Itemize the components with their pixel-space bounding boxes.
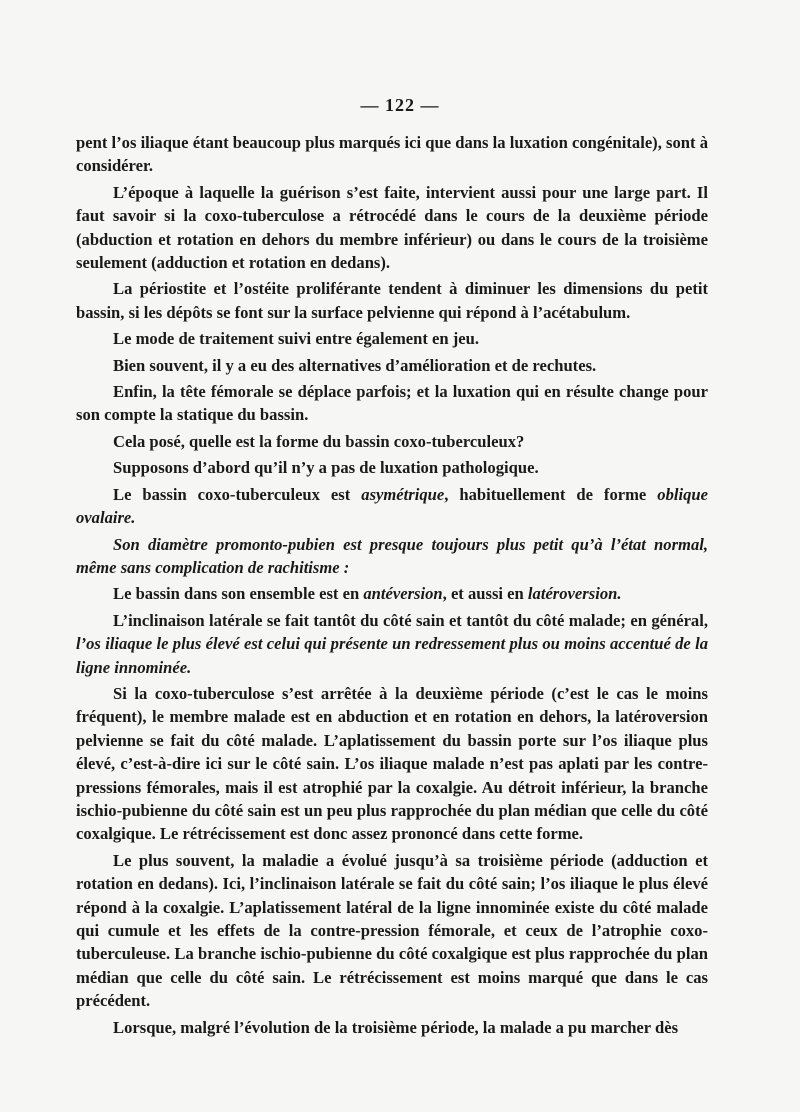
paragraph-text: Le mode de traitement suivi entre également en jeu. (113, 329, 480, 349)
paragraph-4 (76, 327, 708, 350)
paragraph-8 (76, 456, 708, 479)
paragraph-1 (76, 131, 708, 178)
paragraph-text: Si la coxo-tuberculose s’est arrêtée à la deuxième période (c’est le cas le moins fréquent), le membre malade est en abduction et en rotation en dehors, la latéroversion pelvienne se fait du côté malade. L’aplatissement du bassin porte sur l’os iliaque plus élevé, c’est-à-dire ici sur le côté sain. L’os iliaque malade n’est pas aplati par les contre-pressions fémorales, mais il est atrophié par la coxalgie. Au détroit inférieur, la branche ischio-pubienne du côté sain est un peu plus rapprochée du plan médian que celle du côté coxalgique. Le rétrécissement est donc assez prononcé dans cette forme. (76, 683, 708, 844)
paragraph-text: Bien souvent, il y a eu des alternatives d’amélioration et de rechutes. (113, 355, 597, 375)
italic-text: oblique ovalaire. (76, 484, 708, 528)
page-number: — 122 — (360, 95, 440, 115)
body-text (76, 131, 708, 1039)
italic-text: l’os iliaque le plus élevé est celui qui présente un redressement plus ou moins accentué de la ligne innominée. (76, 634, 708, 677)
paragraph-6 (76, 380, 708, 427)
paragraph-text: Le bassin coxo-tuberculeux est (113, 484, 362, 504)
paragraph-7 (76, 430, 708, 453)
paragraph-text: Le plus souvent, la maladie a évolué jusqu’à sa troisième période (adduction et rotation en dedans). Ici, l’inclinaison latérale se fait du côté sain; l’os iliaque le plus élevé répond à la coxalgie. L’aplatissement latéral de la ligne innominée existe du côté malade qui cumule et les effets de la contre-pression fémorale, et ceux de l’atrophie coxo-tuberculeuse. La branche ischio-pubienne du côté coxalgique est plus rapprochée du plan médian que celle du côté sain. Le rétrécissement est moins marqué que dans le cas précédent. (76, 850, 708, 1011)
paragraph-text: Supposons d’abord qu’il n’y a pas de luxation pathologique. (113, 458, 539, 478)
paragraph-11 (76, 582, 708, 605)
paragraph-3 (76, 277, 708, 324)
paragraph-14 (76, 849, 708, 1013)
italic-text: antéversion (363, 584, 443, 604)
paragraph-text: , habituellement de forme (444, 484, 658, 504)
paragraph-text: Enfin, la tête fémorale se déplace parfois; et la luxation qui en résulte change pour son compte la statique du bassin. (76, 382, 708, 425)
paragraph-text: Lorsque, malgré l’évolution de la troisième période, la malade a pu marcher dès (113, 1017, 679, 1037)
paragraph-text: La périostite et l’ostéite proliférante tendent à diminuer les dimensions du petit bassin, si les dépôts se font sur la surface pelvienne qui répond à l’acétabulum. (76, 279, 708, 322)
paragraph-12 (76, 609, 708, 679)
paragraph-5 (76, 354, 708, 377)
paragraph-13 (76, 682, 708, 846)
paragraph-text: pent l’os iliaque étant beaucoup plus marqués ici que dans la luxation congénitale), sont à considérer. (76, 133, 708, 176)
paragraph-text: , et aussi en (442, 584, 528, 604)
paragraph-text: Le bassin dans son ensemble est en (113, 584, 364, 604)
italic-text: Son diamètre promonto-pubien est presque toujours plus petit qu’à l’état normal, même sans complication de rachitisme : (76, 534, 708, 577)
italic-text: asymétrique (361, 484, 445, 504)
paragraph-9 (76, 483, 708, 530)
paragraph-text: L’inclinaison latérale se fait tantôt du côté sain et tantôt du côté malade; en général, (113, 610, 708, 630)
italic-text: latéroversion. (527, 584, 622, 604)
paragraph-text: Cela posé, quelle est la forme du bassin coxo-tuberculeux? (113, 431, 525, 451)
paragraph-2 (76, 181, 708, 275)
paragraph-text: L’époque à laquelle la guérison s’est faite, intervient aussi pour une large part. Il faut savoir si la coxo-tuberculose a rétrocédé dans le cours de la deuxième période (abduction et rotation en dehors du membre inférieur) ou dans le cours de la troisième seulement (adduction et rotation en dedans). (76, 182, 708, 273)
paragraph-15 (76, 1016, 708, 1039)
paragraph-10 (76, 533, 708, 580)
